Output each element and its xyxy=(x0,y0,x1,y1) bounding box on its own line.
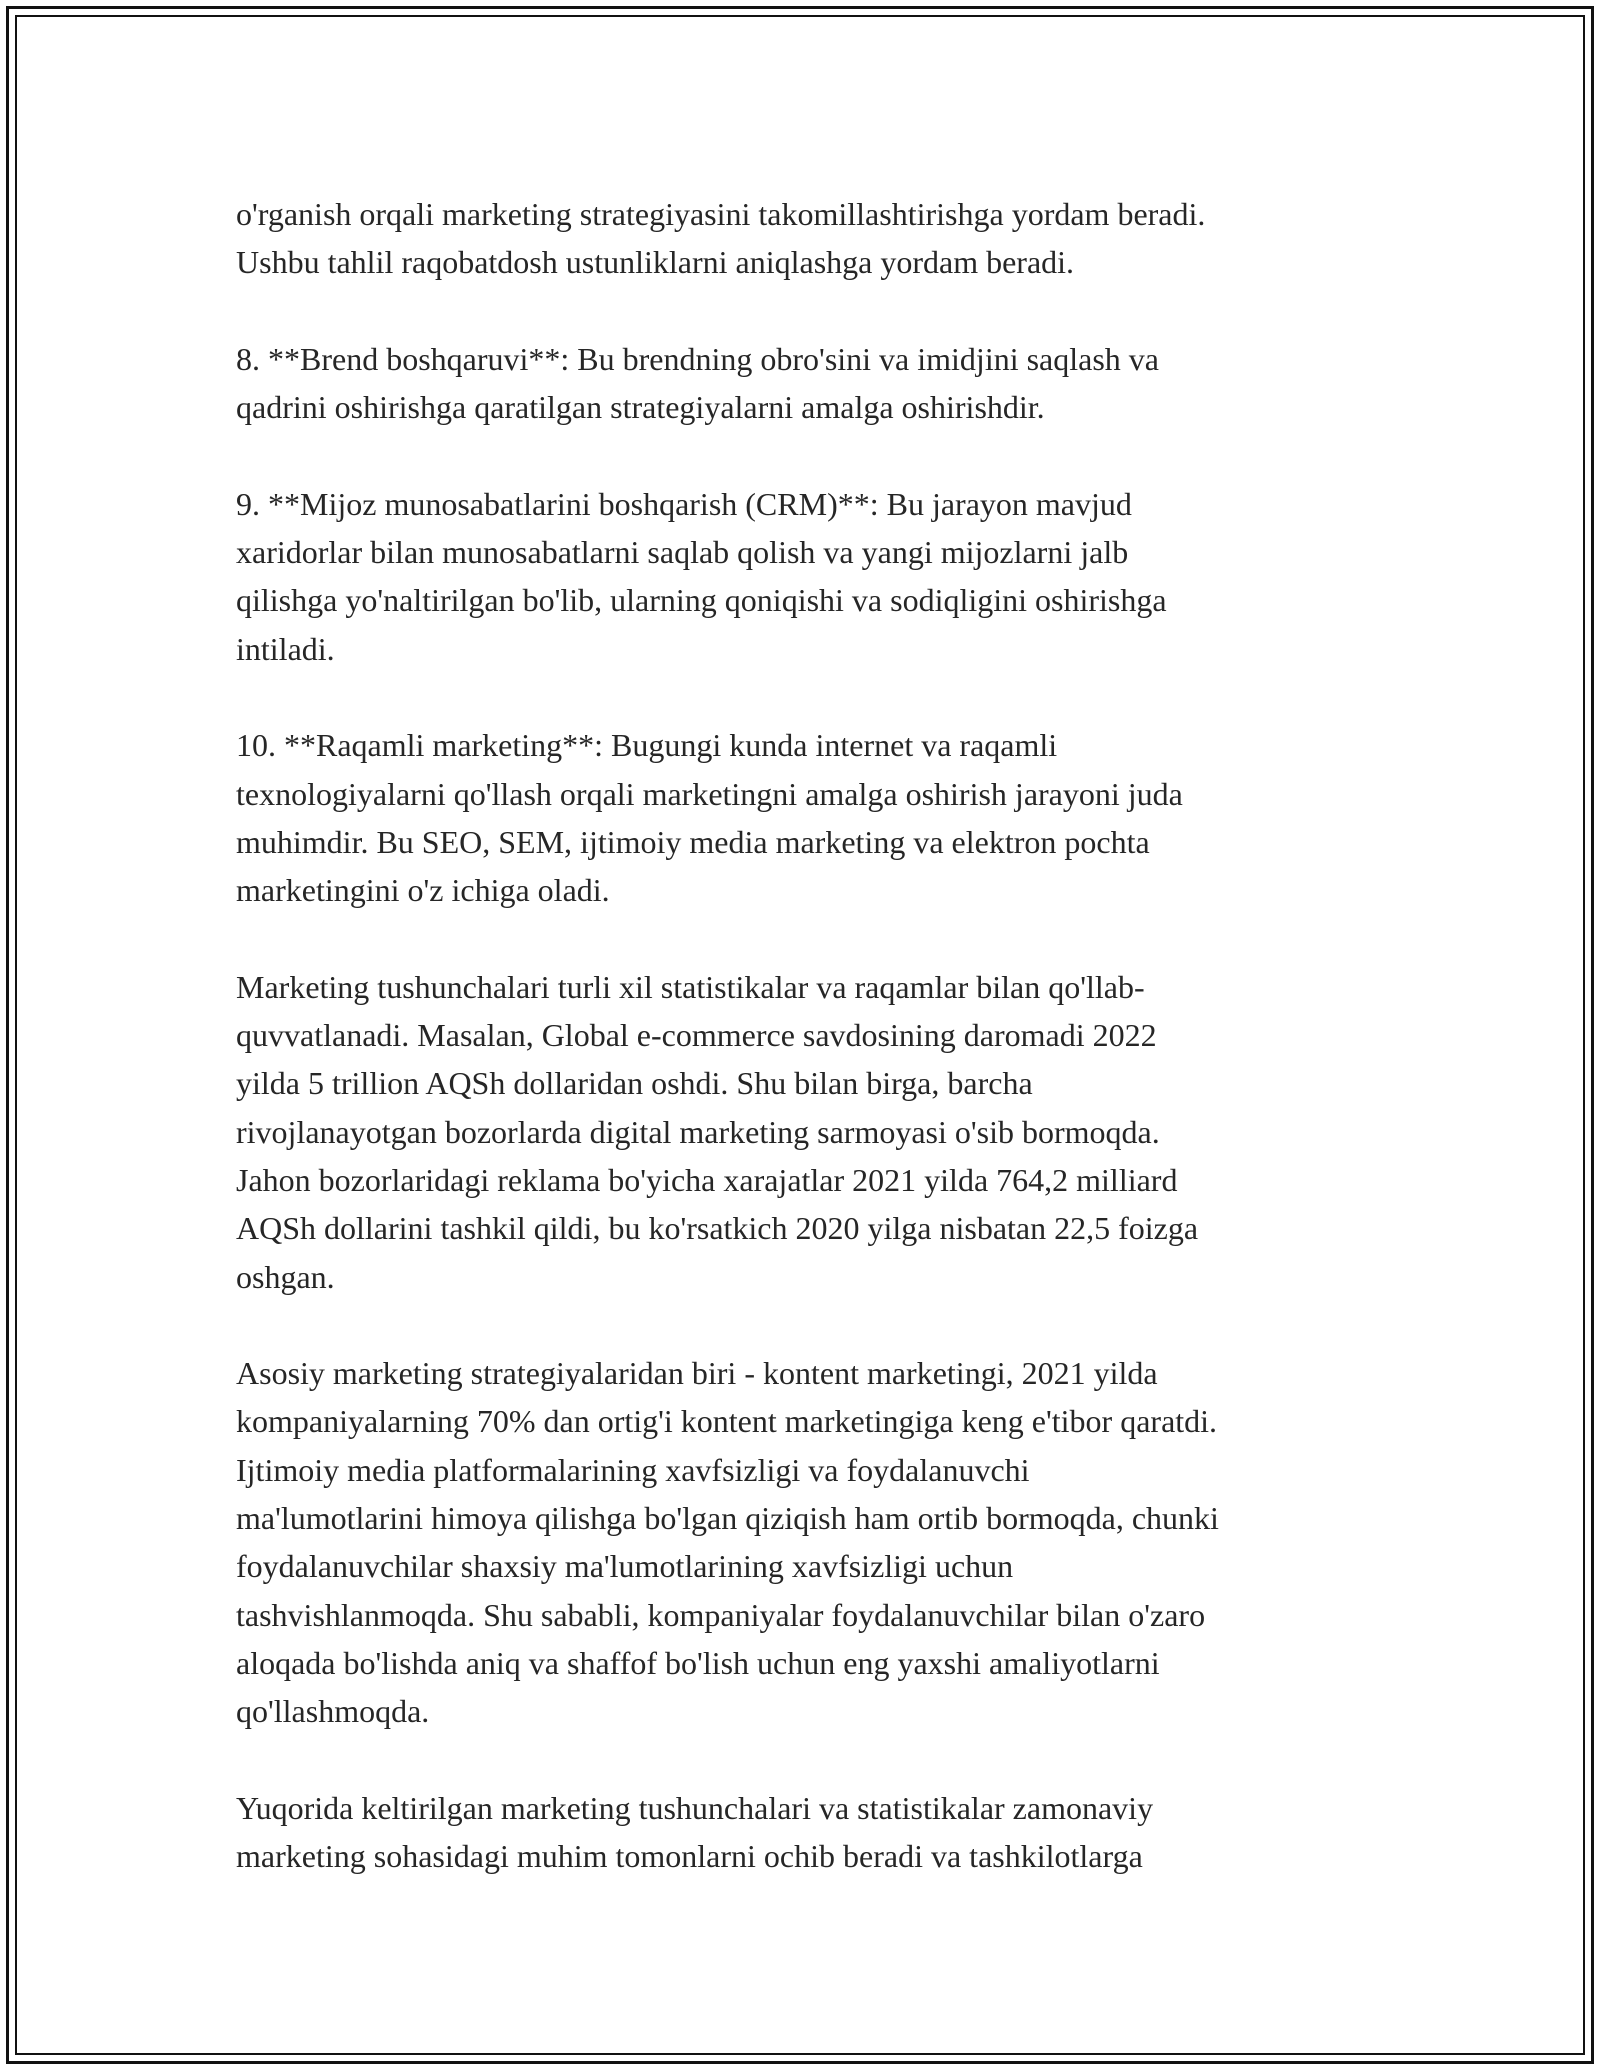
paragraph-conclusion: Yuqorida keltirilgan marketing tushunchalari va statistikalar zamonaviy marketing sohasidagi muhim tomonlarni ochib beradi va tashkilotlarga xyxy=(236,1789,1154,1875)
paragraph-marketing-statistics: Marketing tushunchalari turli xil statistikalar va raqamlar bilan qo'llab- quvvatlanadi. Masalan, Global e-commerce savdosining daromadi 2022 yilda 5 trillion AQSh dollaridan oshdi. Shu bilan birga, barcha rivojlanayotgan bozorlarda digital marketing sarmoyasi o'sib bormoqda. Jahon bozorlaridagi reklama bo'yicha xarajatlar 2021 yilda 764,2 milliard AQSh dollarini tashkil qildi, bu ko'rsatkich 2020 yilga nisbatan 22,5 foizga oshgan. xyxy=(236,968,1199,1295)
paragraph-market-research-continuation: o'rganish orqali marketing strategiyasini takomillashtirishga yordam beradi. Ushbu tahlil raqobatdosh ustunliklarni aniqlashga yordam beradi. xyxy=(236,196,1206,281)
document-body xyxy=(236,190,1376,1929)
paragraph-content-marketing: Asosiy marketing strategiyalaridan biri - kontent marketingi, 2021 yilda kompaniyalarning 70% dan ortig'i kontent marketingiga keng e'tibor qaratdi. Ijtimoiy media platformalarining xavfsizligi va foydalanuvchi ma'lumotlarini himoya qilishga bo'lgan qiziqish ham ortib bormoqda, chunki foydalanuvchilar shaxsiy ma'lumotlarining xavfsizligi uchun tashvishlanmoqda. Shu sababli, kompaniyalar foydalanuvchilar bilan o'zaro aloqada bo'lishda aniq va shaffof bo'lish uchun eng yaxshi amaliyotlarni qo'llashmoqda. xyxy=(236,1355,1219,1730)
paragraph-crm: 9. **Mijoz munosabatlarini boshqarish (CRM)**: Bu jarayon mavjud xaridorlar bilan munosabatlarni saqlab qolish va yangi mijozlarni jalb qilishga yo'naltirilgan bo'lib, ularning qoniqishi va sodiqligini oshirishga intiladi. xyxy=(236,485,1167,667)
paragraph-brand-management: 8. **Brend boshqaruvi**: Bu brendning obro'sini va imidjini saqlash va qadrini oshirishga qaratilgan strategiyalarni amalga oshirishdir. xyxy=(236,340,1159,426)
paragraph-digital-marketing: 10. **Raqamli marketing**: Bugungi kunda internet va raqamli texnologiyalarni qo'llash orqali marketingni amalga oshirish jarayoni juda muhimdir. Bu SEO, SEM, ijtimoiy media marketing va elektron pochta marketingini o'z ichiga oladi. xyxy=(236,727,1183,909)
